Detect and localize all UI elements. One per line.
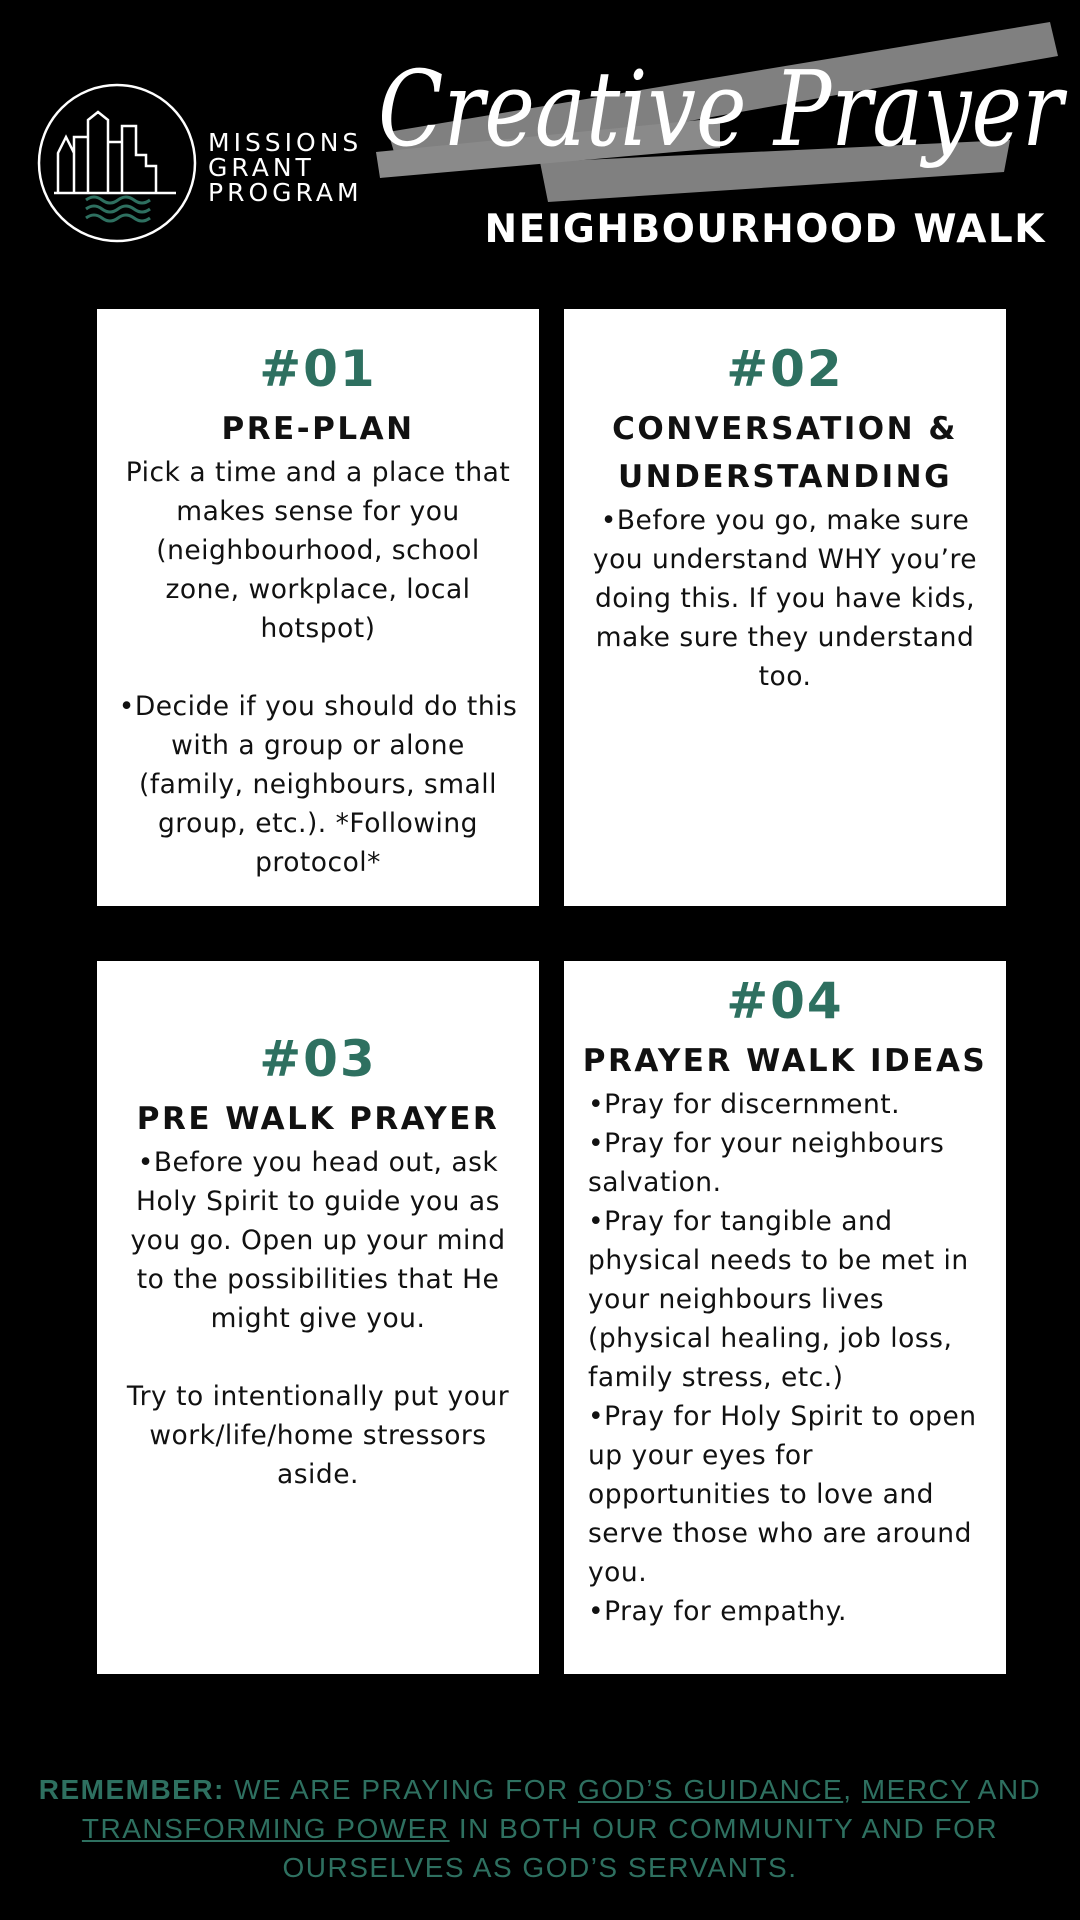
remember-footer xyxy=(20,1770,1060,1887)
step-number: #04 xyxy=(726,972,844,1030)
step-card-03 xyxy=(97,961,539,1674)
step-card-01 xyxy=(97,309,539,906)
step-card-04 xyxy=(564,961,1006,1674)
step-title: CONVERSATION & UNDERSTANDING xyxy=(612,411,958,495)
footer-link-mercy: MERCY xyxy=(861,1774,970,1805)
footer-separator: , xyxy=(843,1774,862,1805)
step-number: #02 xyxy=(726,340,844,398)
script-title xyxy=(378,30,1078,190)
footer-label: REMEMBER: xyxy=(38,1774,225,1805)
step-body: •Before you head out, ask Holy Spirit to guide you as you go. Open up your mind to the possibilities that He might give you. Try to intentionally put your work/life/home stressors aside. xyxy=(126,1147,510,1490)
step-title: PRE WALK PRAYER xyxy=(136,1101,500,1137)
footer-link-transforming-power: TRANSFORMING POWER xyxy=(81,1813,450,1844)
step-title: PRAYER WALK IDEAS xyxy=(582,1043,988,1079)
script-title-text: Creative Prayer xyxy=(378,48,1068,170)
logo-text xyxy=(208,130,363,205)
step-body: •Pray for discernment. •Pray for your neighbours salvation. •Pray for tangible and physical needs to be met in your neighbours lives (physical healing, job loss, family stress, etc.) •Pray for Holy Spirit to open up your eyes for opportunities to love and serve those who are around you. •Pray for empathy. xyxy=(588,1089,977,1627)
footer-text: WE ARE PRAYING FOR xyxy=(224,1774,578,1805)
footer-text: AND xyxy=(969,1774,1042,1805)
logo-line-program: PROGRAM xyxy=(208,178,363,207)
footer-text: IN BOTH OUR COMMUNITY AND FOR OURSELVES AS GOD’S SERVANTS. xyxy=(282,1813,999,1883)
step-card-02 xyxy=(564,309,1006,906)
step-number: #03 xyxy=(259,1030,377,1088)
logo-line-missions: MISSIONS xyxy=(208,128,363,157)
footer-link-guidance: GOD’S GUIDANCE xyxy=(577,1774,844,1805)
step-title: PRE-PLAN xyxy=(221,411,415,447)
page-subtitle: NEIGHBOURHOOD WALK xyxy=(484,207,1046,252)
step-number: #01 xyxy=(259,340,377,398)
step-body: Pick a time and a place that makes sense for you (neighbourhood, school zone, workplace, local hotspot) •Decide if you should do this with a group or alone (family, neighbours, small group, etc.). *Following protocol* xyxy=(118,457,518,878)
city-waves-logo-icon xyxy=(36,82,198,244)
logo-line-grant: GRANT xyxy=(208,153,315,182)
step-body: •Before you go, make sure you understand WHY you’re doing this. If you have kids, make sure they understand too. xyxy=(592,505,978,692)
